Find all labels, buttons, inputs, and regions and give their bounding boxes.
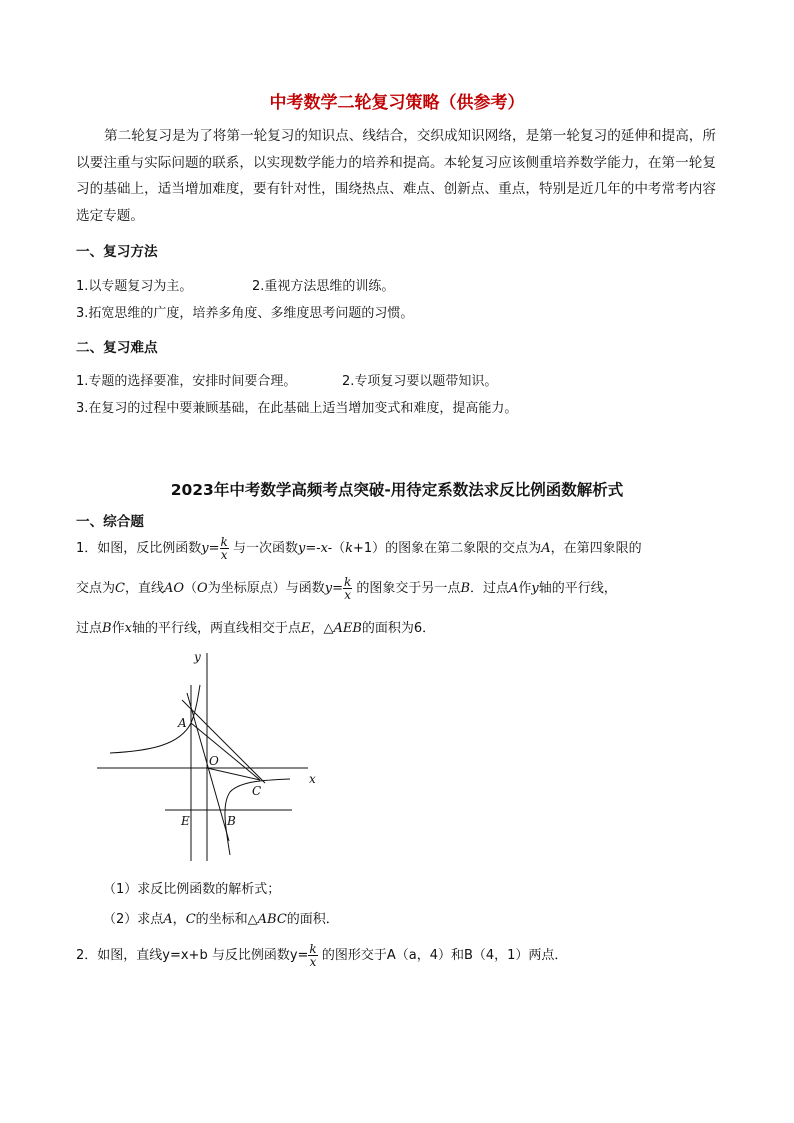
- q2-line1: [76, 943, 567, 968]
- q1-subquestion-2: [103, 908, 339, 927]
- q1-text: ．过点: [470, 581, 510, 596]
- q1-line3: [76, 617, 435, 636]
- q1-text: 的面积为6．: [361, 621, 436, 636]
- section1-item1: 1.以专题复习为主。: [76, 279, 193, 294]
- section1-item3: 3.拓宽思维的广度，培养多角度、多维度思考问题的习惯。: [76, 306, 414, 321]
- math-expression: y=-x-: [297, 541, 333, 556]
- y-axis-label: y: [194, 650, 201, 664]
- section2-item2: 2.专项复习要以题带知识。: [342, 374, 498, 389]
- point-E-label: E: [181, 814, 190, 828]
- point-label: A: [509, 581, 519, 596]
- section1-heading: 一、复习方法: [76, 244, 158, 260]
- q1-text: ，△: [310, 621, 334, 636]
- section2-heading: 二、复习难点: [76, 340, 158, 356]
- coordinate-figure: [90, 645, 330, 870]
- q1-text: （2）求点: [103, 912, 164, 927]
- q1-text: 的坐标和△: [195, 912, 258, 927]
- segment-AC: [191, 723, 260, 780]
- q1-text: 1．如图，反比例函数: [76, 541, 202, 556]
- q1-text: 过点: [76, 621, 103, 636]
- q1-line2: [76, 576, 617, 601]
- fraction-numerator: k: [220, 535, 228, 549]
- x-axis-label: x: [309, 772, 316, 786]
- section2-item1: 1.专题的选择要准，安排时间要合理。: [76, 374, 297, 389]
- q1-text: 作: [111, 621, 125, 636]
- point-label: C: [185, 912, 196, 927]
- part-heading: 一、综合题: [76, 514, 144, 530]
- point-O-label: O: [209, 754, 219, 768]
- section2-item3: 3.在复习的过程中要兼顾基础，在此基础上适当增加变式和难度，提高能力。: [76, 401, 518, 416]
- math-var: y: [531, 581, 539, 596]
- q1-text: ，: [172, 912, 186, 927]
- fraction-denominator: x: [309, 955, 317, 969]
- q1-text: 轴的平行线，: [538, 581, 617, 596]
- q1-text: ，直线: [124, 581, 164, 596]
- point-C-label: C: [252, 784, 262, 798]
- equals-sign: =: [332, 581, 343, 596]
- q2-text: 的图形交于A（a，4）和B（4，1）两点．: [321, 948, 568, 963]
- q1-text: 的面积．: [286, 912, 339, 927]
- q1-text: 轴的平行线，两直线相交于点: [131, 621, 301, 636]
- math-expression: AO: [163, 581, 185, 596]
- triangle-label: AEB: [333, 621, 362, 636]
- point-label: O: [197, 581, 208, 596]
- q1-text: 为坐标原点）与函数: [207, 581, 325, 596]
- q1-text: +1）的图象在第二象限的交点为: [353, 541, 542, 556]
- section1-item2: 2.重视方法思维的训练。: [252, 279, 395, 294]
- q1-text: 的图象交于另一点: [356, 581, 461, 596]
- fraction-k-over-x: [308, 943, 317, 968]
- q2-text: 2．如图，直线y=x+b 与反比例函数y=: [76, 948, 309, 963]
- document-title: 中考数学二轮复习策略（供参考）: [269, 93, 525, 113]
- q1-text: （: [184, 581, 198, 596]
- q1-subquestion-1: （1）求反比例函数的解析式；: [103, 882, 281, 897]
- q1-text: ，在第四象限的: [550, 541, 642, 556]
- q1-text: （: [332, 541, 346, 556]
- fraction-denominator: x: [220, 548, 228, 562]
- math-var: k: [345, 541, 354, 556]
- point-label: B: [460, 581, 470, 596]
- fraction-k-over-x: [220, 536, 229, 561]
- math-var: y: [201, 541, 209, 556]
- line-AO: [187, 693, 229, 841]
- q1-text: 作: [518, 581, 532, 596]
- point-label: C: [115, 581, 125, 596]
- point-B-label: B: [227, 814, 236, 828]
- exam-title: 2023年中考数学高频考点突破-用待定系数法求反比例函数解析式: [170, 481, 624, 499]
- fraction-k-over-x: [343, 576, 352, 601]
- equals-sign: =: [208, 541, 220, 556]
- triangle-label: ABC: [257, 912, 287, 927]
- intro-paragraph: 第二轮复习是为了将第一轮复习的知识点、线结合，交织成知识网络，是第一轮复习的延伸和提高，所以要注重与实际问题的联系，以实现数学能力的培养和提高。本轮复习应该侧重培养数学能力，在第一轮复习的基础上，适当增加难度，要有针对性，围绕热点、难点、创新点、重点，特别是近几年的中考常考内容选定专题。: [76, 128, 716, 224]
- fraction-denominator: x: [344, 588, 352, 602]
- q1-text: 与一次函数: [232, 541, 298, 556]
- fraction-numerator: k: [309, 942, 317, 956]
- math-var: y: [324, 581, 333, 596]
- point-A-label: A: [178, 716, 187, 730]
- fraction-numerator: k: [344, 575, 352, 589]
- linear-function-line: [182, 700, 265, 783]
- q1-line1: [76, 536, 642, 561]
- math-var: x: [124, 621, 132, 636]
- point-label: E: [300, 621, 311, 636]
- point-label: A: [541, 541, 551, 556]
- q1-text: 交点为: [76, 581, 116, 596]
- point-label: A: [163, 912, 173, 927]
- point-label: B: [102, 621, 112, 636]
